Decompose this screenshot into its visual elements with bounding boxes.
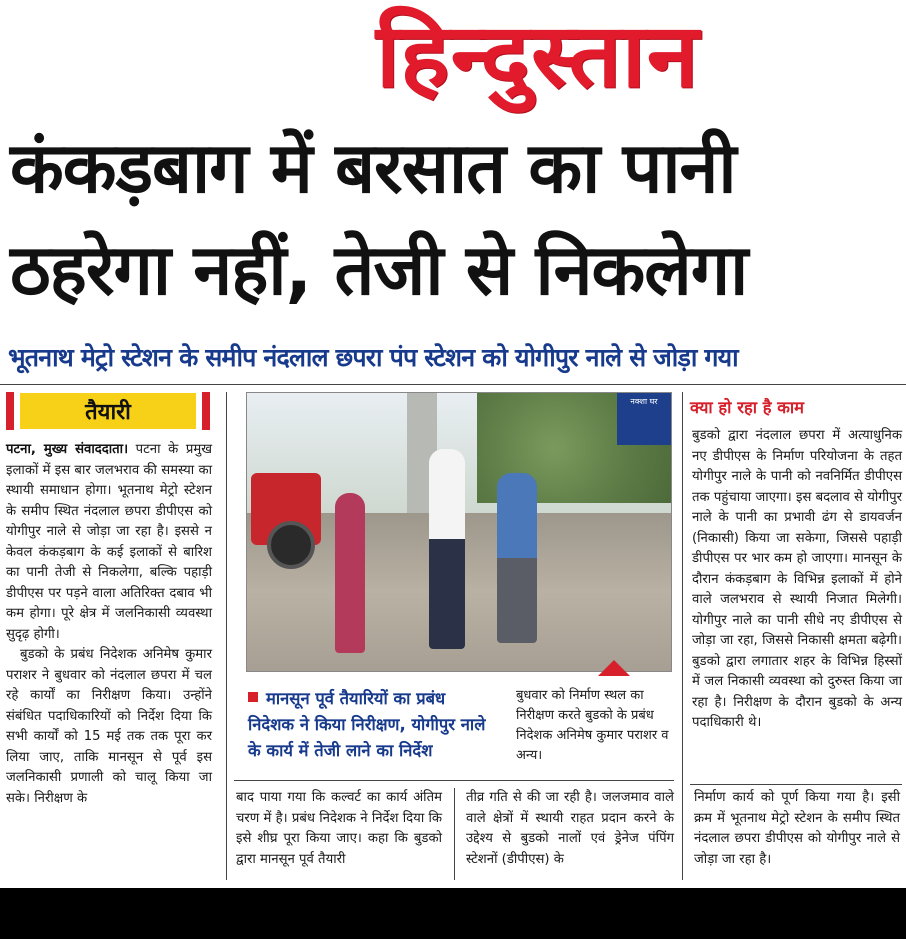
person-figure — [497, 473, 537, 643]
bottom-black-band — [0, 888, 906, 939]
divider — [690, 784, 902, 785]
column-divider — [454, 788, 455, 880]
divider — [234, 780, 674, 781]
article-column-4: निर्माण कार्य को पूर्ण किया गया है। इसी क्रम में भूतनाथ मेट्रो स्टेशन के समीप स्थित नंदलाल छपरा डीपीएस को योगीपुर नाले से जोड़ा जा रहा है। — [694, 790, 900, 867]
tractor-wheel — [267, 521, 315, 569]
article-column-3: तीव्र गति से की जा रही है। जलजमाव वाले वाले क्षेत्रों में स्थायी राहत प्रदान करने के उद्देश्य से बुडको नालों एवं ड्रेनेज पंपिंग स्टेशनों (डीपीएस) के — [466, 790, 674, 867]
photo-sign: नक्शा घर — [617, 393, 671, 445]
dateline: पटना, मुख्य संवाददाता। — [6, 442, 129, 457]
article-column-2: बाद पाया गया कि कल्वर्ट का कार्य अंतिम चरण में है। प्रबंध निदेशक ने निर्देश दिया कि इसे शीघ्र पूरा किया जाए। कहा कि बुडको द्वारा मानसून पूर्व तैयारी — [236, 790, 442, 867]
sidebar-text: बुडको द्वारा नंदलाल छपरा में अत्याधुनिक नए डीपीएस के निर्माण परियोजना के तहत योगीपुर नाले के पानी को नवनिर्मित डीपीएस तक पहुंचाया जाएगा। इस बदलाव से योगीपुर नाले के पानी का प्रभावी ढंग से डायवर्जन (निकासी) किया जा सकेगा, जिससे पहाड़ी डीपीएस पर भार कम हो जाएगा। मानसून के दौरान कंकड़बाग के विभिन्न इलाकों में होने वाले जलभराव से स्थायी निजात मिलेगी। योगीपुर नाले का पानी सीधे नए डीपीएस से जोड़ा जा रहा, जिससे निकासी क्षमता बढ़ेगी। बुडको द्वारा लगातार शहर के विभिन्न हिस्सों में जल निकासी व्यवस्था को दुरुस्त किया जा रहा है। निरीक्षण के दौरान बुडको के अन्य पदाधिकारी थे। — [692, 428, 902, 730]
article-paragraph-1: पटना के प्रमुख इलाकों में इस बार जलभराव की समस्या का स्थायी समाधान होगा। भूतनाथ मेट्रो स्टेशन के समीप स्थित नंदलाल छपरा डीपीएस को योगीपुर नाले से जोड़ा जा रहा है। इससे न केवल कंकड़बाग के कई इलाकों से बारिश का पानी तेजी से निकलेगा, बल्कि पहाड़ी डीपीएस पर पड़ने वाला अतिरिक्त दबाव भी कम होगा। पूरे क्षेत्र में जलनिकासी व्यवस्था सुदृढ़ होगी। — [6, 442, 212, 642]
headline-line-2: ठहरेगा नहीं, तेजी से निकलेगा — [10, 229, 748, 311]
section-label-text: तैयारी — [20, 393, 196, 429]
article-paragraph-2: बुडको के प्रबंध निदेशक अनिमेष कुमार पराशर ने बुधवार को नंदलाल छपरा में चल रहे कार्यों का निरीक्षण किया। उन्होंने संबंधित पदाधिकारियों को निर्देश दिया कि सभी कार्यों को 15 मई तक तक पूरा कर लिया जाए, ताकि मानसून से पूर्व इस जलनिकासी प्रणाली को चालू किया जा सके। निरीक्षण के — [6, 647, 212, 806]
person-figure — [429, 449, 465, 649]
subheadline: भूतनाथ मेट्रो स्टेशन के समीप नंदलाल छपरा पंप स्टेशन को योगीपुर नाले से जोड़ा गया — [8, 343, 738, 372]
person-figure — [335, 493, 365, 653]
column-divider — [226, 392, 227, 880]
article-column-1 — [6, 440, 212, 880]
section-label — [6, 392, 210, 430]
divider — [0, 384, 906, 385]
newspaper-logo: हिन्दुस्तान — [376, 4, 700, 107]
masthead — [0, 0, 906, 112]
sidebar-heading: क्या हो रहा है काम — [690, 398, 805, 417]
pull-quote — [248, 686, 496, 764]
caption-pointer-icon — [598, 660, 630, 676]
pull-quote-text: मानसून पूर्व तैयारियों का प्रबंध निदेशक ने किया निरीक्षण, योगीपुर नाले के कार्य में तेजी लाने का निर्देश — [248, 689, 486, 760]
photo-caption: बुधवार को निर्माण स्थल का निरीक्षण करते बुडको के प्रबंध निदेशक अनिमेष कुमार पराशर व अन्य। — [516, 688, 669, 763]
headline-line-1: कंकड़बाग में बरसात का पानी — [10, 127, 736, 209]
column-divider — [682, 392, 683, 880]
red-square-icon — [248, 692, 258, 702]
news-photo — [246, 392, 672, 672]
